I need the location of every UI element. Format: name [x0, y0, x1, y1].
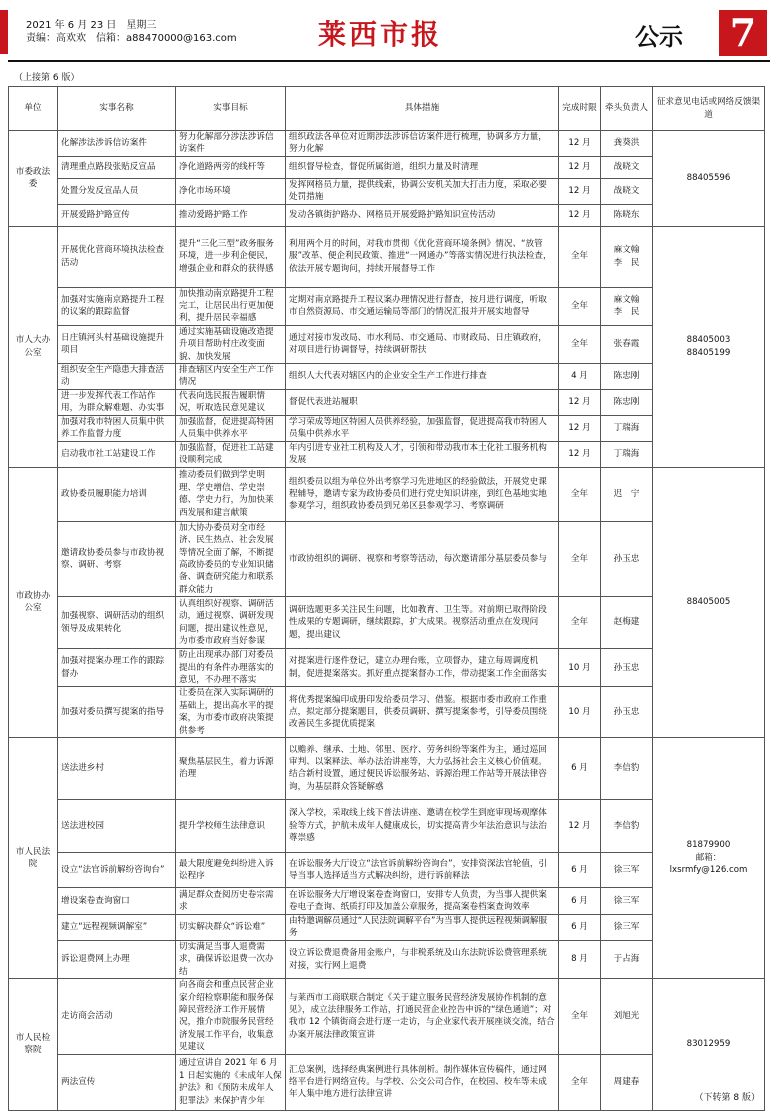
goal-cell: 努力化解部分涉法涉诉信访案件 — [176, 131, 286, 157]
item-name-cell: 进一步发挥代表工作站作用，为群众解难题、办实事 — [58, 389, 176, 415]
deadline-cell: 4 月 — [559, 364, 601, 390]
col-header-unit: 单位 — [9, 87, 58, 131]
table-row — [9, 415, 765, 441]
table-row — [9, 737, 765, 799]
contact-cell: 88405596 — [653, 131, 765, 227]
item-name-cell: 邀请政协委员参与市政协视察、调研、考察 — [58, 521, 176, 596]
col-header-goal: 实事目标 — [176, 87, 286, 131]
deadline-cell: 12 月 — [559, 204, 601, 226]
measures-cell: 在诉讼服务大厅设立“法官诉前解纷咨询台”，安排资深法官轮值，引导当事人选择适当方式解决纠纷，进行诉前释法 — [286, 852, 559, 887]
measures-cell: 对提案进行逐件登记，建立办理台账，立项督办，建立每周调度机制，促进提案落实。抓好重点提案督办工作，带动提案工作全面落实 — [286, 649, 559, 687]
contact-cell: 88405005 — [653, 467, 765, 737]
section-title: 公示 — [635, 23, 683, 51]
table-row — [9, 649, 765, 687]
goal-cell: 认真组织好视察、调研活动，通过视察、调研发现问题，提出建议性意见，为市委市政府当好参谋 — [176, 597, 286, 649]
table-row — [9, 389, 765, 415]
goal-cell: 通过实施基础设施改造提升项目帮助村庄改变面貌、加快发展 — [176, 325, 286, 363]
leader-cell: 陈忠刚 — [601, 364, 653, 390]
measures-cell: 组织人大代表对辖区内的企业安全生产工作进行排查 — [286, 364, 559, 390]
table-row — [9, 287, 765, 325]
deadline-cell: 全年 — [559, 521, 601, 596]
measures-cell: 汇总案例，选择经典案例进行具体剖析。制作媒体宣传稿件，通过网络平台进行网络宣传。与学校、公交公司合作，在校园、校车等未成年人集中地方进行法律宣讲 — [286, 1054, 559, 1110]
item-name-cell: 组织安全生产隐患大排查活动 — [58, 364, 176, 390]
measures-cell: 组织督导检查，督促所属街道，组织力量及时清理 — [286, 156, 559, 178]
measures-cell: 通过对接市发改局、市水利局、市交通局、市财政局、日庄镇政府，对项目进行协调督导，持续调研帮扶 — [286, 325, 559, 363]
unit-cell: 市人民法院 — [9, 737, 58, 978]
item-name-cell: 加强对我市特困人员集中供养工作监督力度 — [58, 415, 176, 441]
deadline-cell: 12 月 — [559, 389, 601, 415]
measures-cell: 以赡养、继承、土地、邻里、医疗、劳务纠纷等案件为主，通过巡回审判、以案释法、举办法治讲座等，大力弘扬社会主义核心价值观。结合新村设置，通过便民诉讼服务站、诉源治理工作站等开展法律咨询，为基层群众答疑解惑 — [286, 737, 559, 799]
header-divider — [8, 60, 770, 62]
item-name-cell: 增设案卷查询窗口 — [58, 887, 176, 914]
leader-cell: 于占海 — [601, 940, 653, 978]
table-row — [9, 979, 765, 1054]
item-name-cell: 开展爱路护路宣传 — [58, 204, 176, 226]
deadline-cell: 6 月 — [559, 737, 601, 799]
leader-cell: 陈忠刚 — [601, 389, 653, 415]
deadline-cell: 12 月 — [559, 441, 601, 467]
contact-cell: 83012959 — [653, 979, 765, 1110]
col-header-item: 实事名称 — [58, 87, 176, 131]
item-name-cell: 化解涉法涉诉信访案件 — [58, 131, 176, 157]
leader-cell: 徐三军 — [601, 887, 653, 914]
deadline-cell: 10 月 — [559, 687, 601, 738]
page-header — [0, 0, 772, 60]
goal-cell: 提升“三化三型”政务服务环境，进一步利企便民，增强企业和群众的获得感 — [176, 226, 286, 287]
item-name-cell: 建立“远程视频调解室” — [58, 914, 176, 940]
item-name-cell: 送法进乡村 — [58, 737, 176, 799]
item-name-cell: 加强对实施南京路提升工程的议案的跟踪监督 — [58, 287, 176, 325]
item-name-cell: 送法进校园 — [58, 799, 176, 852]
col-header-measures: 具体措施 — [286, 87, 559, 131]
table-row — [9, 131, 765, 157]
table-row — [9, 687, 765, 738]
deadline-cell: 12 月 — [559, 415, 601, 441]
deadline-cell: 全年 — [559, 287, 601, 325]
leader-cell: 迟 宁 — [601, 467, 653, 521]
measures-cell: 组织委员以组为单位外出考察学习先进地区的经验做法，开展党史课程辅导，邀请专家为政协委员们进行党史知识讲座，到红色基地实地参观学习，组织政协委员到兄弟区县参观学习、考察调研 — [286, 467, 559, 521]
goal-cell: 推动委员们做到学史明理、学史增信、学史崇德、学史力行，为加快莱西发展和建言献策 — [176, 467, 286, 521]
measures-cell: 组织政法各单位对近期涉法涉诉信访案件进行梳理，协调多方力量，努力化解 — [286, 131, 559, 157]
editor-info: 责编：高欢欢 信箱：a88470000@163.com — [26, 33, 237, 44]
item-name-cell: 开展优化营商环境执法检查活动 — [58, 226, 176, 287]
measures-cell: 与莱西市工商联联合制定《关于建立服务民营经济发展协作机制的意见》，成立法律服务工作站，打通民营企业控告申诉的“绿色通道”；对我市 12 个镇街商会进行逐一走访，与企业家代表开展座谈交流，结合办案开展法律政策宣讲 — [286, 979, 559, 1054]
continued-from-note: （上接第 6 版） — [14, 73, 80, 83]
table-row — [9, 204, 765, 226]
deadline-cell: 全年 — [559, 979, 601, 1054]
practical-matters-table — [8, 86, 765, 1111]
deadline-cell: 12 月 — [559, 156, 601, 178]
table-row — [9, 914, 765, 940]
contact-cell: 88405003 88405199 — [653, 226, 765, 467]
table-header-row — [9, 87, 765, 131]
deadline-cell: 10 月 — [559, 649, 601, 687]
table-row — [9, 178, 765, 204]
goal-cell: 净化市场环境 — [176, 178, 286, 204]
table-row — [9, 887, 765, 914]
col-header-contact: 征求意见电话或网络反馈渠道 — [653, 87, 765, 131]
measures-cell: 将优秀提案编印成册印发给委员学习、借鉴。根据市委市政府工作重点，拟定部分提案题目，供委员调研、撰写提案参考，引导委员围绕改善民生多提优质提案 — [286, 687, 559, 738]
goal-cell: 防止出现承办部门对委员提出的有条件办理落实的意见，不办理不落实 — [176, 649, 286, 687]
leader-cell: 徐三军 — [601, 852, 653, 887]
table-row — [9, 940, 765, 978]
goal-cell: 提升学校师生法律意识 — [176, 799, 286, 852]
goal-cell: 让委员在深入实际调研的基础上，提出高水平的提案，为市委市政府决策提供参考 — [176, 687, 286, 738]
leader-cell: 孙玉忠 — [601, 521, 653, 596]
goal-cell: 切实解决群众“诉讼难” — [176, 914, 286, 940]
leader-cell: 赵梅建 — [601, 597, 653, 649]
measures-cell: 年内引进专业社工机构及人才，引领和带动我市本土化社工服务机构发展 — [286, 441, 559, 467]
goal-cell: 最大限度避免纠纷进入诉讼程序 — [176, 852, 286, 887]
continued-to-note: （下转第 8 版） — [694, 1093, 760, 1103]
leader-cell: 周建春 — [601, 1054, 653, 1110]
leader-cell: 张春霞 — [601, 325, 653, 363]
measures-cell: 利用两个月的时间，对我市贯彻《优化营商环境条例》情况、“放管服”改革、便企利民政策、推进“一网通办”等落实情况进行执法检查，依法开展专题询问，持续开展督导工作 — [286, 226, 559, 287]
table-row — [9, 441, 765, 467]
goal-cell: 聚焦基层民生，着力诉源治理 — [176, 737, 286, 799]
deadline-cell: 12 月 — [559, 799, 601, 852]
unit-cell: 市政协办公室 — [9, 467, 58, 737]
leader-cell: 丁瑞海 — [601, 415, 653, 441]
deadline-cell: 全年 — [559, 467, 601, 521]
leader-cell: 战晓文 — [601, 178, 653, 204]
table-row — [9, 597, 765, 649]
table-row — [9, 521, 765, 596]
newspaper-masthead: 莱西市报 — [318, 18, 443, 51]
contact-cell: 81879900 邮箱： lxsrmfy@126.com — [653, 737, 765, 978]
item-name-cell: 加强对委员撰写提案的指导 — [58, 687, 176, 738]
unit-cell: 市人民检察院 — [9, 979, 58, 1110]
deadline-cell: 8 月 — [559, 940, 601, 978]
measures-cell: 学习荣成等地区特困人员供养经验，加强监督，促进提高我市特困人员集中供养水平 — [286, 415, 559, 441]
goal-cell: 代表向选民报告履职情况，听取选民意见建议 — [176, 389, 286, 415]
table-row — [9, 852, 765, 887]
unit-cell: 市委政法委 — [9, 131, 58, 227]
item-name-cell: 加强对提案办理工作的跟踪督办 — [58, 649, 176, 687]
table-row — [9, 799, 765, 852]
item-name-cell: 走访商会活动 — [58, 979, 176, 1054]
leader-cell: 孙玉忠 — [601, 687, 653, 738]
goal-cell: 满足群众查阅历史卷宗需求 — [176, 887, 286, 914]
unit-cell: 市人大办公室 — [9, 226, 58, 467]
goal-cell: 加快推动南京路提升工程完工，让居民出行更加便利，提升居民幸福感 — [176, 287, 286, 325]
goal-cell: 排查辖区内安全生产工作情况 — [176, 364, 286, 390]
deadline-cell: 全年 — [559, 1054, 601, 1110]
deadline-cell: 12 月 — [559, 131, 601, 157]
table-row — [9, 325, 765, 363]
goal-cell: 推动爱路护路工作 — [176, 204, 286, 226]
issue-date: 2021 年 6 月 23 日 星期三 — [26, 20, 157, 31]
item-name-cell: 处置分发反宣品人员 — [58, 178, 176, 204]
col-header-leader: 牵头负责人 — [601, 87, 653, 131]
leader-cell: 徐三军 — [601, 914, 653, 940]
leader-cell: 战晓文 — [601, 156, 653, 178]
header-red-bar — [0, 10, 8, 54]
measures-cell: 发动各镇街护路办、网格员开展爱路护路知识宣传活动 — [286, 204, 559, 226]
item-name-cell: 启动我市社工站建设工作 — [58, 441, 176, 467]
leader-cell: 陈晓东 — [601, 204, 653, 226]
goal-cell: 通过宣讲自 2021 年 6 月 1 日起实施的《未成年人保护法》和《预防未成年人犯罪法》来保护青少年 — [176, 1054, 286, 1110]
item-name-cell: 两法宣传 — [58, 1054, 176, 1110]
table-row — [9, 364, 765, 390]
item-name-cell: 诉讼退费网上办理 — [58, 940, 176, 978]
goal-cell: 加强监督，促进社工站建设顺利完成 — [176, 441, 286, 467]
item-name-cell: 加强视察、调研活动的组织领导及成果转化 — [58, 597, 176, 649]
goal-cell: 向各商会和重点民营企业家介绍检察职能和服务保障民营经济工作开展情况，推介市院服务民营经济发展工作平台，收集意见建议 — [176, 979, 286, 1054]
goal-cell: 加强监督，促进提高特困人员集中供养水平 — [176, 415, 286, 441]
measures-cell: 定期对南京路提升工程议案办理情况进行督查，按月进行调度，听取市自然资源局、市交通运输局等部门的情况汇报并开展实地督导 — [286, 287, 559, 325]
measures-cell: 调研选题更多关注民生问题，比如教育、卫生等。对前期已取得阶段性成果的专题调研，继续跟踪，扩大成果。视察活动重点在发现问题，提出建议 — [286, 597, 559, 649]
item-name-cell: 政协委员履职能力培训 — [58, 467, 176, 521]
deadline-cell: 全年 — [559, 325, 601, 363]
deadline-cell: 6 月 — [559, 852, 601, 887]
deadline-cell: 全年 — [559, 226, 601, 287]
deadline-cell: 全年 — [559, 597, 601, 649]
measures-cell: 由特邀调解员通过“人民法院调解平台”为当事人提供远程视频调解服务 — [286, 914, 559, 940]
measures-cell: 深入学校，采取线上线下普法讲座、邀请在校学生到庭审现场观摩体验等方式，护航未成年人健康成长，切实提高青少年法治意识与法治尊崇感 — [286, 799, 559, 852]
leader-cell: 麻文翰 李 民 — [601, 287, 653, 325]
measures-cell: 发挥网格员力量，提供线索，协调公安机关加大打击力度，采取必要处罚措施 — [286, 178, 559, 204]
page-number: 7 — [719, 10, 767, 56]
leader-cell: 麻文翰 李 民 — [601, 226, 653, 287]
table-row — [9, 1054, 765, 1110]
table-row — [9, 226, 765, 287]
header-meta — [26, 19, 237, 45]
measures-cell: 在诉讼服务大厅增设案卷查询窗口，安排专人负责，为当事人提供案卷电子查询、纸质打印及加盖公章服务，提高案卷档案查询效率 — [286, 887, 559, 914]
leader-cell: 孙玉忠 — [601, 649, 653, 687]
leader-cell: 李信豹 — [601, 737, 653, 799]
measures-cell: 市政协组织的调研、视察和考察等活动，每次邀请部分基层委员参与 — [286, 521, 559, 596]
item-name-cell: 清理重点路段张贴反宣品 — [58, 156, 176, 178]
leader-cell: 李信豹 — [601, 799, 653, 852]
goal-cell: 加大协办委员对全市经济、民生热点、社会发展等情况全面了解，不断提高政协委员的专业知识储备、调查研究能力和联系群众能力 — [176, 521, 286, 596]
measures-cell: 督促代表进站履职 — [286, 389, 559, 415]
item-name-cell: 设立“法官诉前解纷咨询台” — [58, 852, 176, 887]
leader-cell: 丁瑞海 — [601, 441, 653, 467]
col-header-deadline: 完成时限 — [559, 87, 601, 131]
deadline-cell: 12 月 — [559, 178, 601, 204]
table-row — [9, 467, 765, 521]
deadline-cell: 6 月 — [559, 914, 601, 940]
goal-cell: 切实满足当事人退费需求，确保诉讼退费一次办结 — [176, 940, 286, 978]
measures-cell: 设立诉讼费退费备用金账户，与非税系统及山东法院诉讼费管理系统对接，实行网上退费 — [286, 940, 559, 978]
table-row — [9, 156, 765, 178]
deadline-cell: 6 月 — [559, 887, 601, 914]
item-name-cell: 日庄镇河头村基础设施提升项目 — [58, 325, 176, 363]
leader-cell: 龚葵洪 — [601, 131, 653, 157]
goal-cell: 净化道路两旁的线杆等 — [176, 156, 286, 178]
leader-cell: 刘旭光 — [601, 979, 653, 1054]
table-body — [9, 131, 765, 1111]
